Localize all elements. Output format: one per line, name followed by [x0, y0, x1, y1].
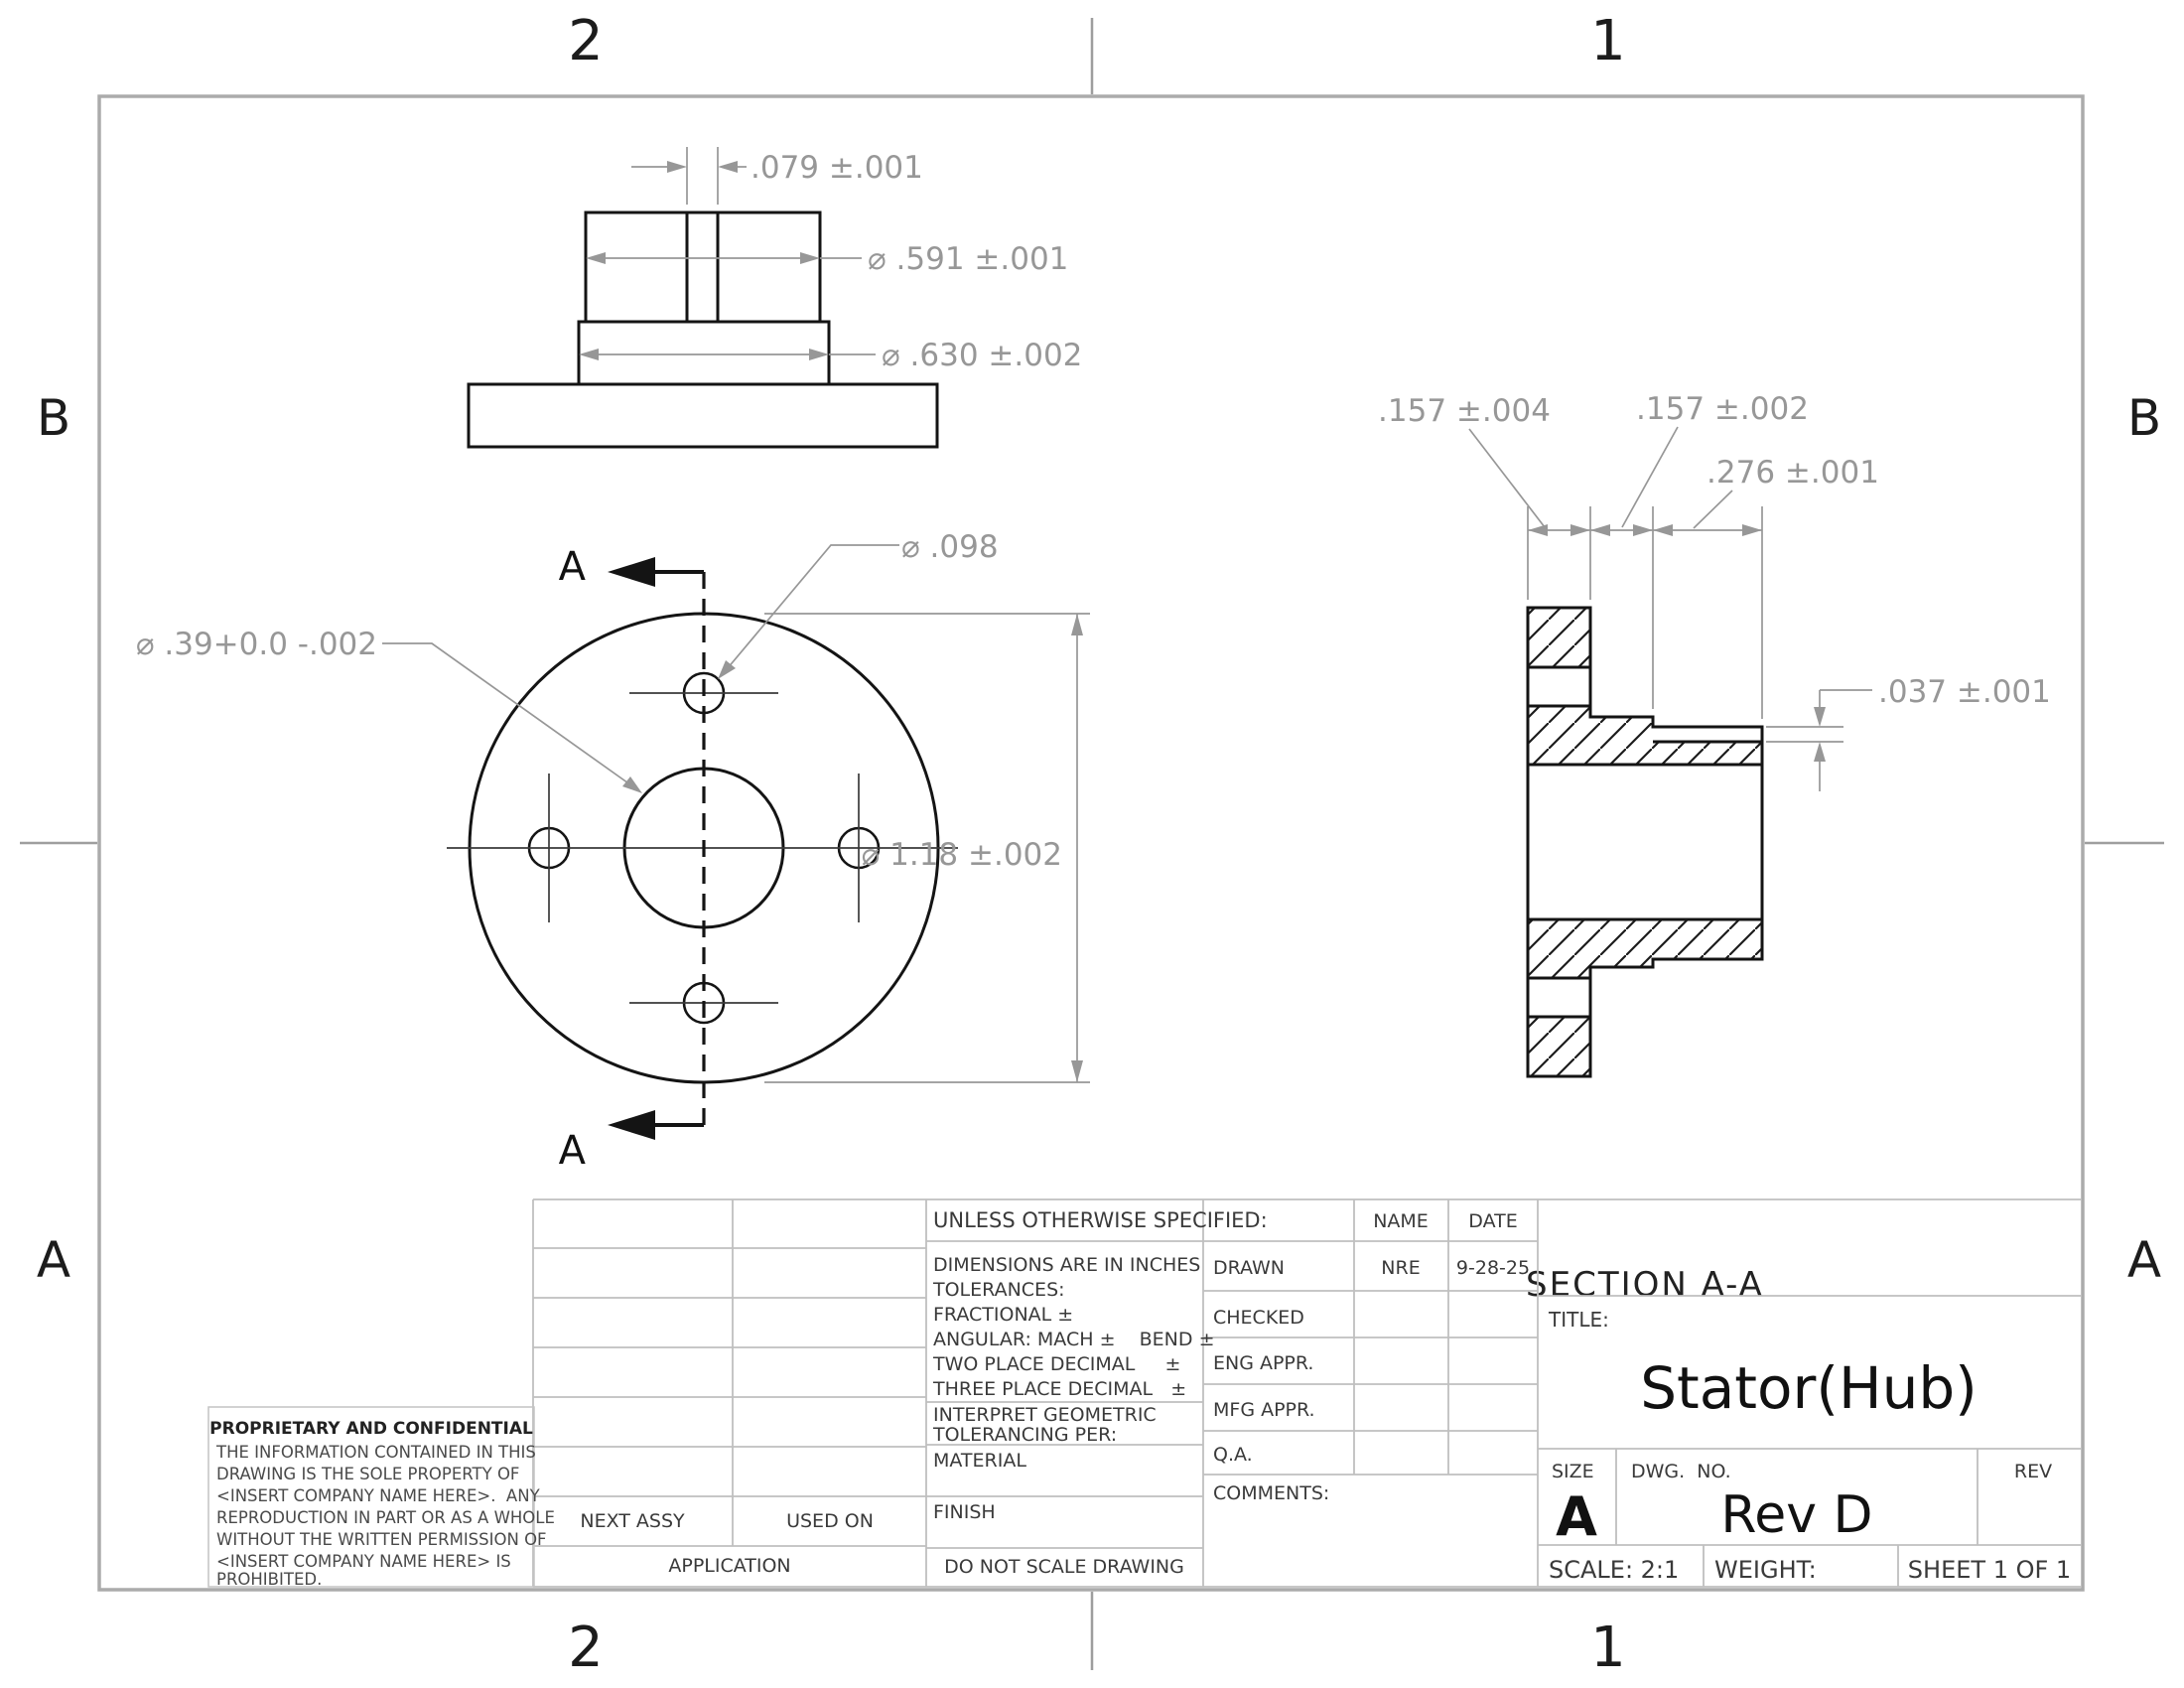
- dim-flange-dia: ⌀ 1.18 ±.002: [861, 837, 1062, 873]
- dim-flange-thickness: .157 ±.004: [1378, 393, 1551, 429]
- proprietary-line: WITHOUT THE WRITTEN PERMISSION OF: [216, 1530, 547, 1549]
- section-arrow-top: [608, 557, 655, 587]
- zone-label-left-a: A: [36, 1231, 71, 1289]
- drawn-label: DRAWN: [1213, 1257, 1286, 1279]
- checked-label: CHECKED: [1213, 1307, 1304, 1329]
- dwg-no-value: Rev D: [1720, 1485, 1873, 1545]
- qa-label: Q.A.: [1213, 1444, 1253, 1466]
- do-not-scale-note: DO NOT SCALE DRAWING: [944, 1556, 1184, 1578]
- sheet-value: SHEET 1 OF 1: [1907, 1556, 2072, 1584]
- zone-label-right-a: A: [2126, 1231, 2162, 1289]
- flange-profile: [469, 384, 937, 447]
- zone-label-bottom-1: 1: [1590, 1616, 1626, 1680]
- dim-step-thickness: .157 ±.002: [1636, 391, 1809, 427]
- proprietary-line: PROHIBITED.: [216, 1570, 323, 1589]
- zone-label-bottom-2: 2: [568, 1616, 604, 1680]
- tolerance-line: FRACTIONAL ±: [933, 1304, 1074, 1326]
- dim-boss-dia: ⌀ .591 ±.001: [868, 241, 1069, 277]
- proprietary-line: <INSERT COMPANY NAME HERE> IS: [216, 1552, 511, 1571]
- zone-label-top-1: 1: [1590, 9, 1626, 73]
- zone-label-right-b: B: [2126, 389, 2162, 447]
- title-label: TITLE:: [1549, 1308, 1609, 1332]
- tolerance-header: UNLESS OTHERWISE SPECIFIED:: [933, 1208, 1268, 1232]
- proprietary-line: DRAWING IS THE SOLE PROPERTY OF: [216, 1465, 520, 1483]
- step-profile: [579, 322, 829, 384]
- next-assy-label: NEXT ASSY: [580, 1510, 685, 1532]
- boss-profile: [586, 212, 820, 322]
- tolerance-line: THREE PLACE DECIMAL ±: [933, 1378, 1187, 1400]
- section-label-top: A: [558, 544, 586, 590]
- size-label: SIZE: [1552, 1461, 1594, 1482]
- rev-label: REV: [2013, 1461, 2053, 1482]
- section-arrow-bottom: [608, 1110, 655, 1140]
- proprietary-line: THE INFORMATION CONTAINED IN THIS: [216, 1443, 536, 1462]
- dim-step-dia: ⌀ .630 ±.002: [882, 338, 1083, 373]
- tolerance-line: DIMENSIONS ARE IN INCHES: [933, 1254, 1201, 1276]
- dim-boss-length: .276 ±.001: [1706, 455, 1879, 491]
- size-value: A: [1556, 1485, 1597, 1548]
- application-label: APPLICATION: [668, 1555, 791, 1577]
- scale-value: SCALE: 2:1: [1549, 1556, 1680, 1584]
- proprietary-heading: PROPRIETARY AND CONFIDENTIAL: [209, 1419, 533, 1439]
- date-header: DATE: [1468, 1210, 1518, 1232]
- eng-appr-label: ENG APPR.: [1213, 1352, 1314, 1374]
- drawn-name: NRE: [1381, 1257, 1421, 1279]
- dim-hole-dia: ⌀ .098: [901, 529, 999, 565]
- front-elevation-arrows: [579, 161, 829, 360]
- zone-label-left-b: B: [36, 389, 71, 447]
- zone-label-top-2: 2: [568, 9, 604, 73]
- name-header: NAME: [1373, 1210, 1429, 1232]
- part-title: Stator(Hub): [1640, 1354, 1978, 1422]
- tolerance-line: ANGULAR: MACH ± BEND ±: [933, 1329, 1215, 1350]
- dim-slot-width: .079 ±.001: [751, 150, 923, 186]
- weight-value: WEIGHT:: [1714, 1556, 1817, 1584]
- section-label-bottom: A: [558, 1128, 586, 1174]
- dim-slot-depth: .037 ±.001: [1878, 674, 2051, 710]
- proprietary-line: REPRODUCTION IN PART OR AS A WHOLE: [216, 1508, 555, 1527]
- material-label: MATERIAL: [933, 1450, 1026, 1472]
- comments-label: COMMENTS:: [1213, 1482, 1330, 1504]
- tolerance-line: TWO PLACE DECIMAL ±: [933, 1353, 1181, 1375]
- dim-bore-dia: ⌀ .39+0.0 -.002: [135, 627, 377, 662]
- drawn-date: 9-28-25: [1455, 1257, 1531, 1279]
- finish-label: FINISH: [933, 1501, 996, 1523]
- interpret-line2: TOLERANCING PER:: [933, 1424, 1118, 1446]
- used-on-label: USED ON: [786, 1510, 874, 1532]
- tolerance-line: TOLERANCES:: [933, 1279, 1065, 1301]
- interpret-line1: INTERPRET GEOMETRIC: [933, 1404, 1157, 1426]
- proprietary-body: [215, 1443, 555, 1589]
- plan-dims: [382, 545, 1090, 1082]
- proprietary-line: <INSERT COMPANY NAME HERE>. ANY: [216, 1486, 540, 1505]
- section-caption: SECTION A-A: [1526, 1265, 1764, 1305]
- section-outline: [1528, 608, 1762, 1076]
- section-view: [1528, 608, 1762, 1076]
- dwg-no-label: DWG. NO.: [1631, 1461, 1731, 1482]
- mfg-appr-label: MFG APPR.: [1213, 1399, 1315, 1421]
